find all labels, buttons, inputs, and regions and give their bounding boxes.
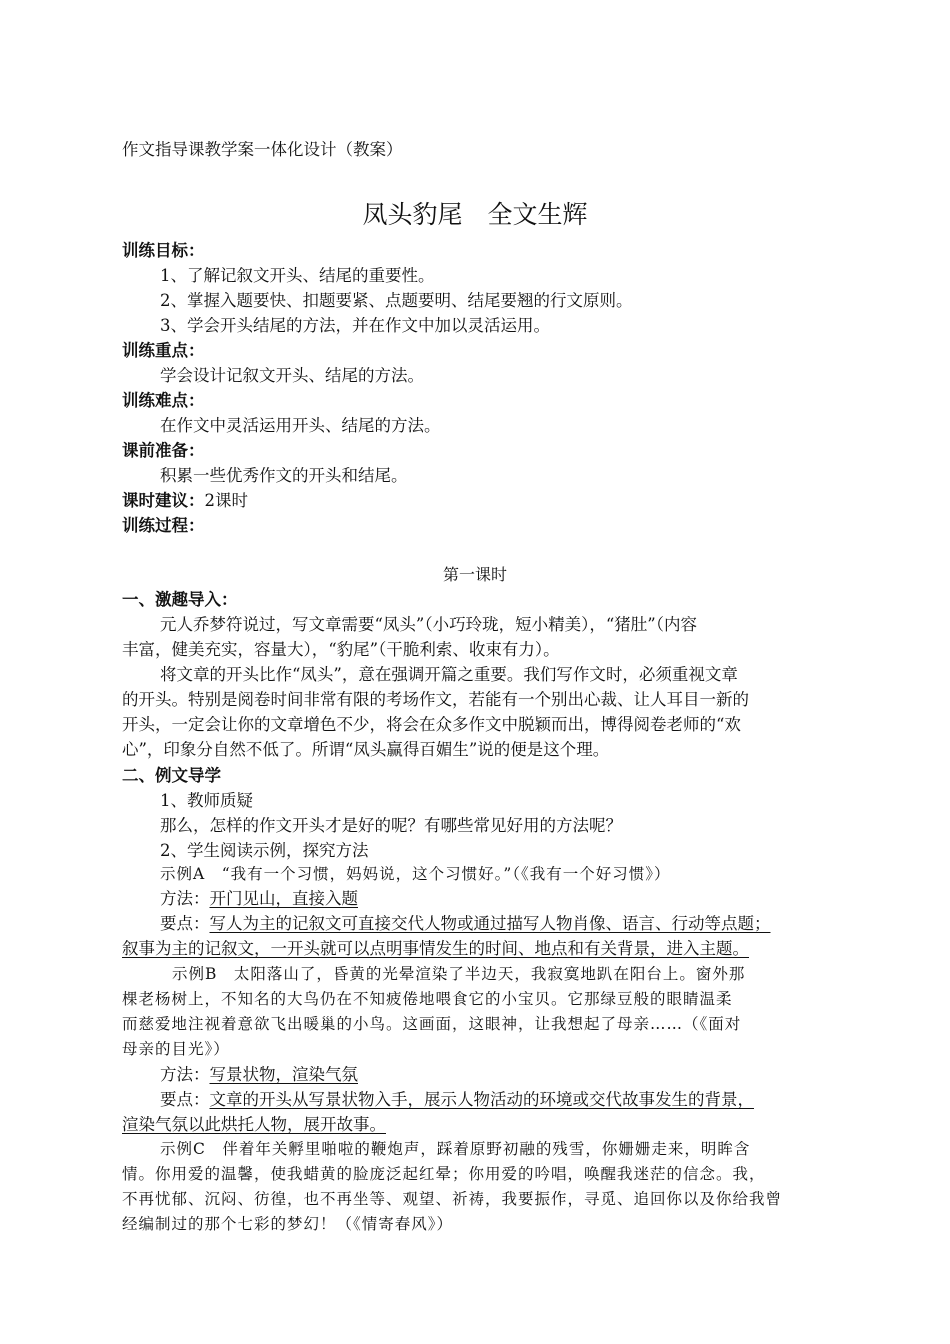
section-1-heading: 一、激趣导入： <box>122 590 238 609</box>
example-c-line-4: 经编制过的那个七彩的梦幻！（《情寄春风》） <box>122 1215 454 1233</box>
example-a: 示例A “我有一个习惯，妈妈说，这个习惯好。”（《我有一个好习惯》） <box>160 865 671 883</box>
example-b-line-2: 棵老杨树上，不知名的大鸟仍在不知疲倦地喂食它的小宝贝。它那绿豆般的眼睛温柔 <box>122 990 733 1008</box>
s1-p2-line-4: 心”，印象分自然不低了。所谓“凤头赢得百媚生”说的便是这个理。 <box>122 740 610 759</box>
focus-text: 学会设计记叙文开头、结尾的方法。 <box>160 366 424 385</box>
s1-p2-line-3: 开头，一定会让你的文章增色不少，将会在众多作文中脱颖而出，博得阅卷老师的“欢 <box>122 715 741 734</box>
example-b-method <box>160 1062 880 1087</box>
goal-1: 1、了解记叙文开头、结尾的重要性。 <box>160 266 435 285</box>
lesson-label: 第一课时 <box>442 565 507 584</box>
example-b-line-1: 示例B 太阳落山了，昏黄的光晕渲染了半边天，我寂寞地趴在阳台上。窗外那 <box>172 965 746 983</box>
prep-text: 积累一些优秀作文的开头和结尾。 <box>160 466 408 485</box>
process-heading: 训练过程： <box>122 516 205 535</box>
method-text: 开门见山，直接入题 <box>209 889 358 908</box>
hours-row <box>122 488 842 513</box>
hours-heading: 课时建议： <box>122 491 205 510</box>
goal-2: 2、掌握入题要快、扣题要紧、点题要明、结尾要翘的行文原则。 <box>160 291 633 310</box>
example-b-point-line-2 <box>122 1112 842 1137</box>
example-b-line-3: 而慈爱地注视着意欲飞出暖巢的小鸟。这画面，这眼神，让我想起了母亲……（《面对 <box>122 1015 742 1033</box>
s2-item-2: 2、学生阅读示例，探究方法 <box>160 841 369 860</box>
s2-item-1: 1、教师质疑 <box>160 791 253 810</box>
s2-question: 那么，怎样的作文开头才是好的呢？有哪些常见好用的方法呢？ <box>160 816 622 835</box>
point-text: 文章的开头从写景状物入手，展示人物活动的环境或交代故事发生的背景， <box>209 1090 754 1109</box>
method-label: 方法： <box>160 889 210 908</box>
point-text: 叙事为主的记叙文，一开头就可以点明事情发生的时间、地点和有关背景，进入主题。 <box>122 939 749 958</box>
example-c-line-2: 情。你用爱的温馨，使我蜡黄的脸庞泛起红晕；你用爱的吟唱，唤醒我迷茫的信念。我， <box>122 1165 766 1183</box>
document-header: 作文指导课教学案一体化设计（教案） <box>122 140 403 159</box>
point-label: 要点： <box>160 1090 210 1109</box>
s1-p1-line-2: 丰富，健美充实，容量大），“豹尾”（干脆利索、收束有力）。 <box>122 640 560 659</box>
s1-p1-line-1: 元人乔梦符说过，写文章需要“凤头”（小巧玲珑，短小精美），“猪肚”（内容 <box>160 615 697 634</box>
difficulty-text: 在作文中灵活运用开头、结尾的方法。 <box>160 416 441 435</box>
page-title: 凤头豹尾 全文生辉 <box>362 200 588 229</box>
focus-heading: 训练重点： <box>122 341 205 360</box>
goal-3: 3、学会开头结尾的方法，并在作文中加以灵活运用。 <box>160 316 550 335</box>
point-label: 要点： <box>160 914 210 933</box>
section-2-heading: 二、例文导学 <box>122 766 221 785</box>
difficulty-heading: 训练难点： <box>122 391 205 410</box>
s1-p2-line-1: 将文章的开头比作“凤头”，意在强调开篇之重要。我们写作文时，必须重视文章 <box>160 665 738 684</box>
example-c-line-1: 示例C 伴着年关孵里啪啦的鞭炮声，踩着原野初融的残雪，你姗姗走来，明眸含 <box>160 1140 751 1158</box>
point-text: 写人为主的记叙文可直接交代人物或通过描写人物肖像、语言、行动等点题； <box>209 914 771 933</box>
prep-heading: 课前准备： <box>122 441 205 460</box>
example-b-line-4: 母亲的目光》） <box>122 1040 230 1058</box>
example-a-method <box>160 886 880 911</box>
goals-heading: 训练目标： <box>122 241 205 260</box>
example-c-line-3: 不再忧郁、沉闷、彷徨，也不再坐等、观望、祈祷，我要振作，寻觅、追回你以及你给我曾 <box>122 1190 783 1208</box>
example-a-point-line-2 <box>122 936 842 961</box>
method-text: 写景状物，渲染气氛 <box>209 1065 358 1084</box>
example-b-point-line-1 <box>160 1087 880 1112</box>
hours-value: 2课时 <box>204 491 248 510</box>
method-label: 方法： <box>160 1065 210 1084</box>
example-a-point-line-1 <box>160 911 880 936</box>
s1-p2-line-2: 的开头。特别是阅卷时间非常有限的考场作文，若能有一个别出心裁、让人耳目一新的 <box>122 690 749 709</box>
point-text: 渲染气氛以此烘托人物，展开故事。 <box>122 1115 386 1134</box>
